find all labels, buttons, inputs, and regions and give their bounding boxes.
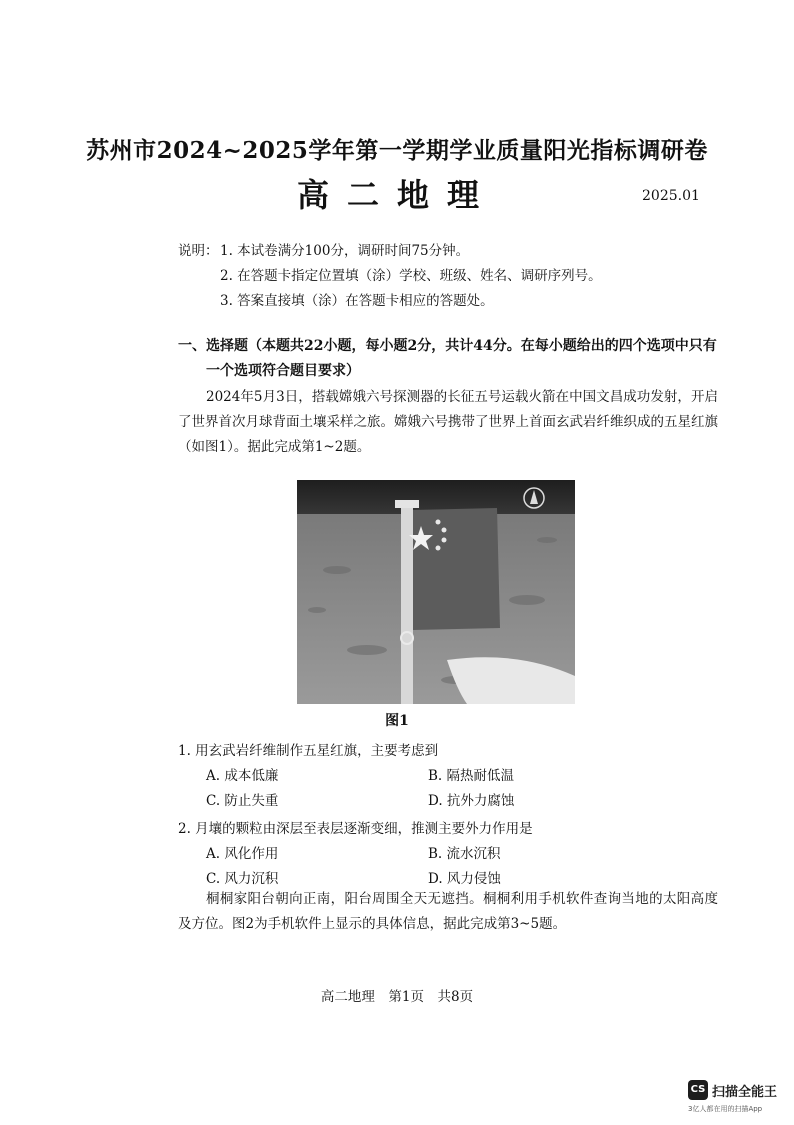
- option-c: C. 风力沉积: [206, 871, 279, 887]
- section-heading-line: 一、选择题（本题共22小题，每小题2分，共计44分。在每小题给出的四个选项中只有: [178, 338, 717, 354]
- exam-date: 2025.01: [642, 188, 700, 204]
- subject-title: 高二地理: [296, 176, 497, 214]
- scanner-watermark: [688, 1080, 792, 1120]
- figure-caption: 图1: [385, 713, 409, 729]
- option-d: D. 抗外力腐蚀: [428, 793, 515, 809]
- moon-flag-photo: [297, 480, 575, 704]
- instruction-item: 1. 本试卷满分100分，调研时间75分钟。: [220, 243, 470, 259]
- watermark-tagline: 3亿人都在用的扫描App: [688, 1105, 763, 1113]
- option-b: B. 流水沉积: [428, 846, 501, 862]
- question-stem: 2. 月壤的颗粒由深层至表层逐渐变细，推测主要外力作用是: [178, 821, 533, 837]
- option-a: A. 风化作用: [206, 846, 279, 862]
- section-heading-line: 一个选项符合题目要求）: [206, 363, 360, 379]
- passage-1: 2024年5月3日，搭载嫦娥六号探测器的长征五号运载火箭在中国文昌成功发射，开启了世界首次月球背面土壤采样之旅。嫦娥六号携带了世界上首面玄武岩纤维织成的五星红旗（如图1）。据此完成第1~2题。: [178, 389, 718, 455]
- passage-2: 桐桐家阳台朝向正南，阳台周围全天无遮挡。桐桐利用手机软件查询当地的太阳高度及方位。图2为手机软件上显示的具体信息，据此完成第3~5题。: [178, 891, 718, 932]
- option-b: B. 隔热耐低温: [428, 768, 515, 784]
- question-1: [178, 739, 718, 814]
- section-heading: [178, 334, 718, 384]
- watermark-name: 扫描全能王: [712, 1085, 778, 1100]
- question-stem: 1. 用玄武岩纤维制作五星红旗，主要考虑到: [178, 743, 439, 759]
- exam-title: 苏州市2024~2025学年第一学期学业质量阳光指标调研卷: [86, 137, 708, 164]
- option-d: D. 风力侵蚀: [428, 871, 501, 887]
- page-footer: 高二地理 第1页 共8页: [320, 989, 474, 1005]
- instructions-label: 说明：: [178, 243, 219, 259]
- instructions: [178, 239, 602, 314]
- camscanner-logo-icon: CS: [688, 1080, 708, 1100]
- instruction-item: 3. 答案直接填（涂）在答题卡相应的答题处。: [220, 293, 494, 309]
- option-c: C. 防止失重: [206, 793, 279, 809]
- question-2: [178, 817, 718, 892]
- option-a: A. 成本低廉: [206, 768, 279, 784]
- instruction-item: 2. 在答题卡指定位置填（涂）学校、班级、姓名、调研序列号。: [220, 268, 602, 284]
